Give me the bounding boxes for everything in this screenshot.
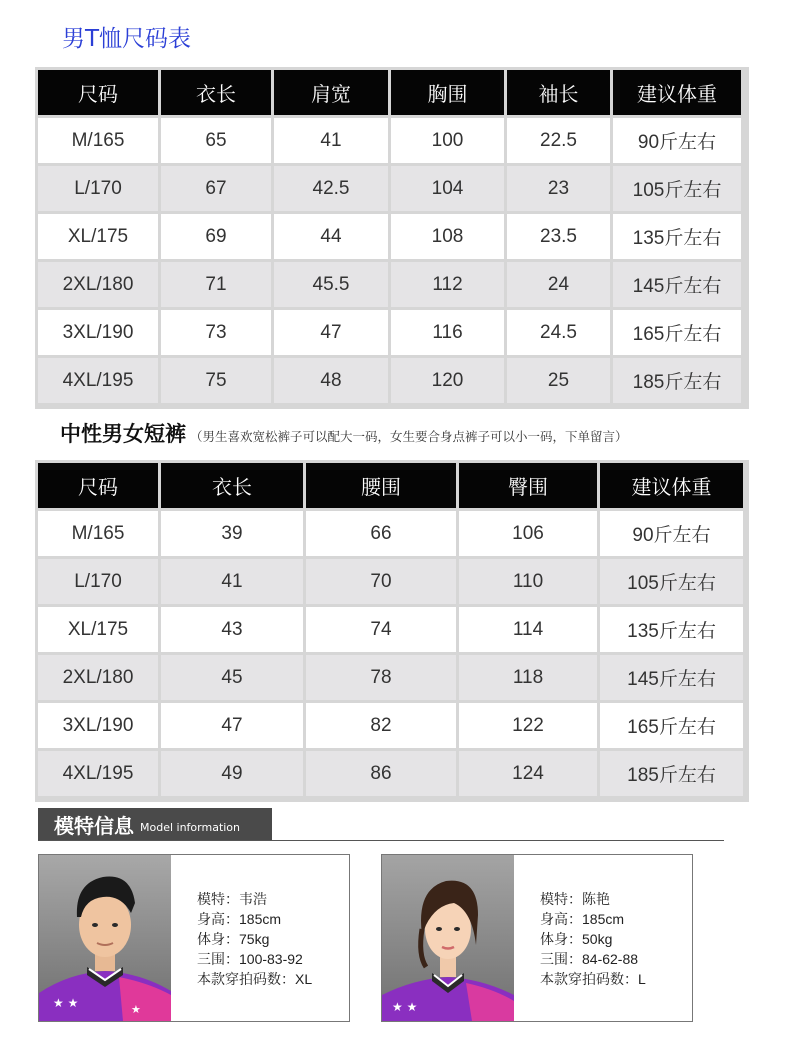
table-cell: 3XL/190 <box>38 310 158 355</box>
table-row <box>35 358 749 406</box>
tshirt-size-table <box>35 67 749 409</box>
table-cell: 2XL/180 <box>38 262 158 307</box>
table-cell: 74 <box>306 607 456 652</box>
table-cell: 47 <box>161 703 303 748</box>
shorts-title-text: 中性男女短裤 <box>60 422 186 446</box>
table-cell: 45 <box>161 655 303 700</box>
header-cell: 建议体重 <box>600 463 743 508</box>
table-row <box>35 166 749 214</box>
table-cell: 70 <box>306 559 456 604</box>
model-measurements: 三围：84-62-88 <box>540 951 639 967</box>
table-cell: 106 <box>459 511 597 556</box>
table-row <box>35 559 749 607</box>
male-model-illustration <box>39 855 171 1021</box>
table-row <box>35 262 749 310</box>
table-cell: L/170 <box>38 166 158 211</box>
table-cell: M/165 <box>38 118 158 163</box>
svg-text:★: ★ <box>131 1003 141 1016</box>
header-cell: 胸围 <box>391 70 504 115</box>
table-row <box>35 703 749 751</box>
model-name: 模特：韦浩 <box>197 891 267 907</box>
table-cell: 165斤左右 <box>613 310 741 355</box>
table-cell: 145斤左右 <box>600 655 743 700</box>
tshirt-title: 男T恤尺码表 <box>62 26 192 52</box>
table-cell: 118 <box>459 655 597 700</box>
female-model-illustration <box>382 855 514 1021</box>
model-info-title: 模特信息 <box>54 813 134 838</box>
table-row <box>35 118 749 166</box>
table-cell: 25 <box>507 358 610 403</box>
table-cell: 185斤左右 <box>613 358 741 403</box>
header-cell: 衣长 <box>161 70 271 115</box>
table-cell: 135斤左右 <box>600 607 743 652</box>
header-cell: 衣长 <box>161 463 303 508</box>
model-height: 身高：185cm <box>540 911 625 927</box>
female-model-info <box>540 889 646 989</box>
table-row <box>35 310 749 358</box>
table-cell: 43 <box>161 607 303 652</box>
table-cell: 67 <box>161 166 271 211</box>
table-cell: 75 <box>161 358 271 403</box>
shorts-note: （男生喜欢宽松裤子可以配大一码，女生要合身点裤子可以小一码，下单留言） <box>190 429 628 444</box>
table-cell: M/165 <box>38 511 158 556</box>
table-cell: 65 <box>161 118 271 163</box>
table-cell: 71 <box>161 262 271 307</box>
table-cell: 105斤左右 <box>600 559 743 604</box>
header-cell: 尺码 <box>38 463 158 508</box>
table-cell: 49 <box>161 751 303 796</box>
table-cell: 22.5 <box>507 118 610 163</box>
table-cell: 44 <box>274 214 388 259</box>
shorts-size-table <box>35 460 749 802</box>
svg-text:★ ★: ★ ★ <box>53 996 79 1010</box>
model-info-subtitle: Model information <box>140 820 241 834</box>
table-cell: 23 <box>507 166 610 211</box>
header-cell: 尺码 <box>38 70 158 115</box>
table-header-row <box>35 70 749 115</box>
header-cell: 肩宽 <box>274 70 388 115</box>
table-cell: 165斤左右 <box>600 703 743 748</box>
table-cell: L/170 <box>38 559 158 604</box>
table-cell: XL/175 <box>38 214 158 259</box>
table-cell: 122 <box>459 703 597 748</box>
model-measurements: 三围：100-83-92 <box>197 951 303 967</box>
table-cell: 41 <box>161 559 303 604</box>
table-cell: 124 <box>459 751 597 796</box>
header-cell: 袖长 <box>507 70 610 115</box>
model-info-tab <box>38 808 272 840</box>
table-cell: 104 <box>391 166 504 211</box>
table-row <box>35 214 749 262</box>
table-cell: 23.5 <box>507 214 610 259</box>
table-cell: 135斤左右 <box>613 214 741 259</box>
svg-text:★ ★: ★ ★ <box>392 1000 418 1014</box>
table-cell: 105斤左右 <box>613 166 741 211</box>
model-size: 本款穿拍码数：L <box>540 971 646 987</box>
table-cell: 90斤左右 <box>600 511 743 556</box>
table-cell: 145斤左右 <box>613 262 741 307</box>
table-cell: 2XL/180 <box>38 655 158 700</box>
table-cell: 3XL/190 <box>38 703 158 748</box>
female-model-photo <box>382 855 514 1021</box>
table-cell: XL/175 <box>38 607 158 652</box>
male-model-photo <box>39 855 171 1021</box>
model-height: 身高：185cm <box>197 911 282 927</box>
table-cell: 78 <box>306 655 456 700</box>
table-cell: 112 <box>391 262 504 307</box>
table-cell: 45.5 <box>274 262 388 307</box>
table-cell: 90斤左右 <box>613 118 741 163</box>
table-cell: 185斤左右 <box>600 751 743 796</box>
model-size: 本款穿拍码数：XL <box>197 971 313 987</box>
table-header-row <box>35 463 749 508</box>
table-cell: 39 <box>161 511 303 556</box>
table-cell: 42.5 <box>274 166 388 211</box>
model-weight: 体身：75kg <box>197 931 270 947</box>
table-cell: 100 <box>391 118 504 163</box>
table-cell: 69 <box>161 214 271 259</box>
table-row <box>35 751 749 799</box>
table-cell: 86 <box>306 751 456 796</box>
male-model-card <box>38 854 350 1022</box>
header-cell: 臀围 <box>459 463 597 508</box>
female-model-card <box>381 854 693 1022</box>
table-cell: 4XL/195 <box>38 358 158 403</box>
table-cell: 47 <box>274 310 388 355</box>
table-cell: 48 <box>274 358 388 403</box>
model-info-header <box>38 808 724 841</box>
table-cell: 82 <box>306 703 456 748</box>
table-cell: 116 <box>391 310 504 355</box>
shorts-title <box>60 418 628 448</box>
header-cell: 建议体重 <box>613 70 741 115</box>
header-cell: 腰围 <box>306 463 456 508</box>
table-cell: 4XL/195 <box>38 751 158 796</box>
model-name: 模特：陈艳 <box>540 891 610 907</box>
table-row <box>35 655 749 703</box>
table-cell: 108 <box>391 214 504 259</box>
table-cell: 24 <box>507 262 610 307</box>
table-cell: 114 <box>459 607 597 652</box>
male-model-info <box>197 889 312 989</box>
table-row <box>35 607 749 655</box>
table-cell: 110 <box>459 559 597 604</box>
table-cell: 41 <box>274 118 388 163</box>
table-cell: 24.5 <box>507 310 610 355</box>
table-cell: 73 <box>161 310 271 355</box>
table-cell: 120 <box>391 358 504 403</box>
model-weight: 体身：50kg <box>540 931 613 947</box>
table-cell: 66 <box>306 511 456 556</box>
table-row <box>35 511 749 559</box>
